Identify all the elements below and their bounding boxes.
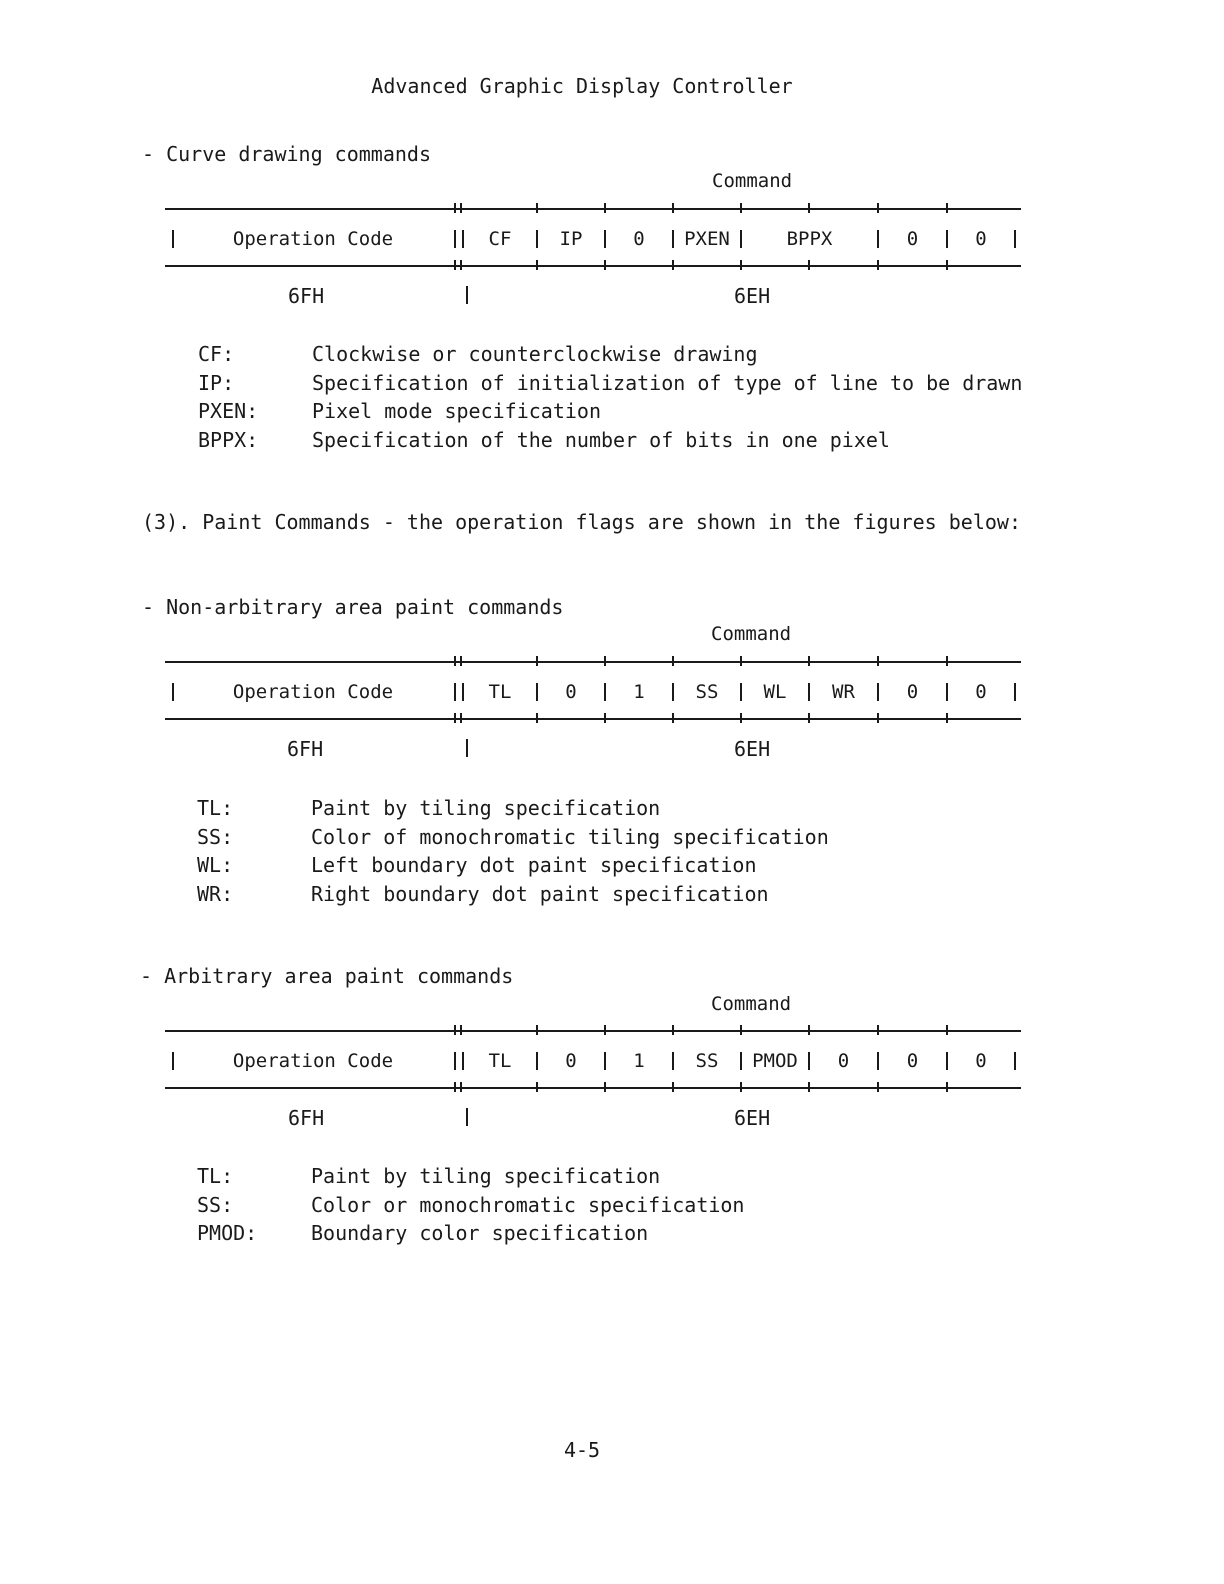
- tick: [536, 1082, 538, 1092]
- low-byte-code: 6FH: [288, 1106, 325, 1130]
- tick: [536, 203, 538, 213]
- tick: [454, 1025, 456, 1035]
- tick: [877, 260, 879, 270]
- definition-term: WL:: [197, 853, 234, 878]
- field-zero: 0: [975, 228, 987, 250]
- definition-desc: Paint by tiling specification: [311, 796, 661, 820]
- byte-divider: [466, 739, 468, 757]
- register-top-border: [165, 1030, 1021, 1032]
- page-title: Advanced Graphic Display Controller: [371, 74, 793, 98]
- field-zero: 0: [975, 1050, 987, 1072]
- field-wr: WR: [832, 681, 855, 703]
- tick: [808, 713, 810, 723]
- field-zero: 0: [975, 681, 987, 703]
- field-zero: 0: [565, 1050, 577, 1072]
- register-bottom-border: [165, 718, 1021, 720]
- definition-term: PMOD:: [197, 1221, 258, 1246]
- tick: [740, 203, 742, 213]
- field-zero: 0: [906, 228, 919, 250]
- field-ss: SS: [695, 681, 719, 703]
- tick: [454, 713, 456, 723]
- field-pmod: PMOD: [752, 1050, 798, 1072]
- field-wl: WL: [763, 681, 787, 703]
- definition-desc: Left boundary dot paint specification: [311, 853, 757, 878]
- field-separator: [1014, 683, 1016, 701]
- field-separator: [1014, 230, 1016, 248]
- field-ip: IP: [559, 228, 583, 250]
- high-byte-code: 6EH: [734, 284, 771, 308]
- tick: [604, 260, 606, 270]
- field-ss: SS: [695, 1050, 719, 1072]
- definition-desc: Paint by tiling specification: [311, 1164, 661, 1188]
- tick: [454, 656, 456, 666]
- definition-desc: Specification of the number of bits in one pixel: [312, 428, 890, 453]
- field-zero: 0: [837, 1050, 850, 1072]
- definition-term: SS:: [197, 1192, 234, 1217]
- field-separator: [454, 1052, 456, 1070]
- field-tl: TL: [488, 1050, 512, 1072]
- tick: [672, 1025, 674, 1035]
- definition-desc: Pixel mode specification: [312, 399, 601, 424]
- definition-term: TL:: [197, 1164, 234, 1188]
- high-byte-code: 6EH: [734, 737, 771, 761]
- tick: [672, 713, 674, 723]
- tick: [808, 1082, 810, 1092]
- tick: [808, 203, 810, 213]
- tick: [877, 656, 879, 666]
- tick: [604, 1025, 606, 1035]
- tick: [672, 203, 674, 213]
- tick: [740, 1082, 742, 1092]
- field-zero: 0: [906, 681, 919, 703]
- field-zero: 0: [633, 228, 645, 250]
- tick: [604, 203, 606, 213]
- low-byte-code: 6FH: [287, 737, 324, 761]
- tick: [454, 1082, 456, 1092]
- definition-desc: Right boundary dot paint specification: [311, 882, 769, 907]
- tick: [460, 203, 462, 213]
- tick: [460, 1082, 462, 1092]
- tick: [740, 656, 742, 666]
- tick: [740, 713, 742, 723]
- tick: [946, 203, 948, 213]
- tick: [808, 260, 810, 270]
- tick: [460, 1025, 462, 1035]
- tick: [454, 260, 456, 270]
- definition-term: IP:: [198, 370, 235, 395]
- tick: [604, 656, 606, 666]
- definition-term: CF:: [198, 342, 235, 366]
- tick: [460, 713, 462, 723]
- byte-divider: [466, 1108, 468, 1126]
- curve-heading: - Curve drawing commands: [142, 142, 431, 166]
- field-cf: CF: [488, 228, 512, 250]
- definition-desc: Boundary color specification: [311, 1221, 649, 1246]
- field-operation-code: Operation Code: [232, 681, 394, 703]
- field-tl: TL: [488, 681, 512, 703]
- low-byte-code: 6FH: [288, 284, 325, 308]
- definition-term: TL:: [197, 796, 234, 820]
- field-one: 1: [633, 681, 645, 703]
- tick: [672, 260, 674, 270]
- arb-heading: - Arbitrary area paint commands: [140, 964, 514, 988]
- tick: [877, 203, 879, 213]
- nonarb-heading: - Non-arbitrary area paint commands: [142, 595, 564, 619]
- tick: [877, 1025, 879, 1035]
- field-separator: [454, 230, 456, 248]
- definition-term: PXEN:: [198, 399, 259, 424]
- tick: [460, 656, 462, 666]
- field-bppx: BPPX: [786, 228, 833, 250]
- tick: [877, 1082, 879, 1092]
- field-separator: [1014, 1052, 1016, 1070]
- definition-term: BPPX:: [198, 428, 259, 453]
- tick: [877, 713, 879, 723]
- tick: [454, 203, 456, 213]
- tick: [536, 713, 538, 723]
- definition-desc: Color of monochromatic tiling specification: [311, 824, 829, 849]
- byte-divider: [466, 286, 468, 304]
- register-bottom-border: [165, 1087, 1021, 1089]
- field-separator: [454, 683, 456, 701]
- tick: [740, 260, 742, 270]
- tick: [672, 656, 674, 666]
- tick: [946, 656, 948, 666]
- register-top-border: [165, 208, 1021, 210]
- tick: [808, 656, 810, 666]
- definition-term: SS:: [197, 824, 234, 849]
- definition-desc: Clockwise or counterclockwise drawing: [312, 342, 758, 366]
- tick: [946, 1082, 948, 1092]
- tick: [460, 260, 462, 270]
- tick: [946, 1025, 948, 1035]
- tick: [740, 1025, 742, 1035]
- field-operation-code: Operation Code: [232, 1050, 394, 1072]
- tick: [536, 260, 538, 270]
- nonarb-command-label: Command: [711, 623, 792, 645]
- tick: [946, 260, 948, 270]
- tick: [536, 656, 538, 666]
- field-zero: 0: [906, 1050, 919, 1072]
- tick: [604, 713, 606, 723]
- tick: [808, 1025, 810, 1035]
- definition-desc: Color or monochromatic specification: [311, 1192, 745, 1217]
- tick: [604, 1082, 606, 1092]
- field-pxen: PXEN: [684, 228, 730, 250]
- field-operation-code: Operation Code: [232, 228, 394, 250]
- page-number: 4-5: [563, 1438, 601, 1462]
- arb-command-label: Command: [711, 993, 792, 1015]
- register-top-border: [165, 661, 1021, 663]
- definition-term: WR:: [197, 882, 234, 907]
- field-one: 1: [633, 1050, 645, 1072]
- paint-intro: (3). Paint Commands - the operation flags are shown in the figures below:: [142, 510, 1021, 534]
- tick: [672, 1082, 674, 1092]
- register-bottom-border: [165, 265, 1021, 267]
- curve-command-label: Command: [712, 170, 793, 192]
- definition-desc: Specification of initialization of type of line to be drawn: [312, 370, 1023, 395]
- field-zero: 0: [565, 681, 577, 703]
- high-byte-code: 6EH: [734, 1106, 771, 1130]
- tick: [946, 713, 948, 723]
- tick: [536, 1025, 538, 1035]
